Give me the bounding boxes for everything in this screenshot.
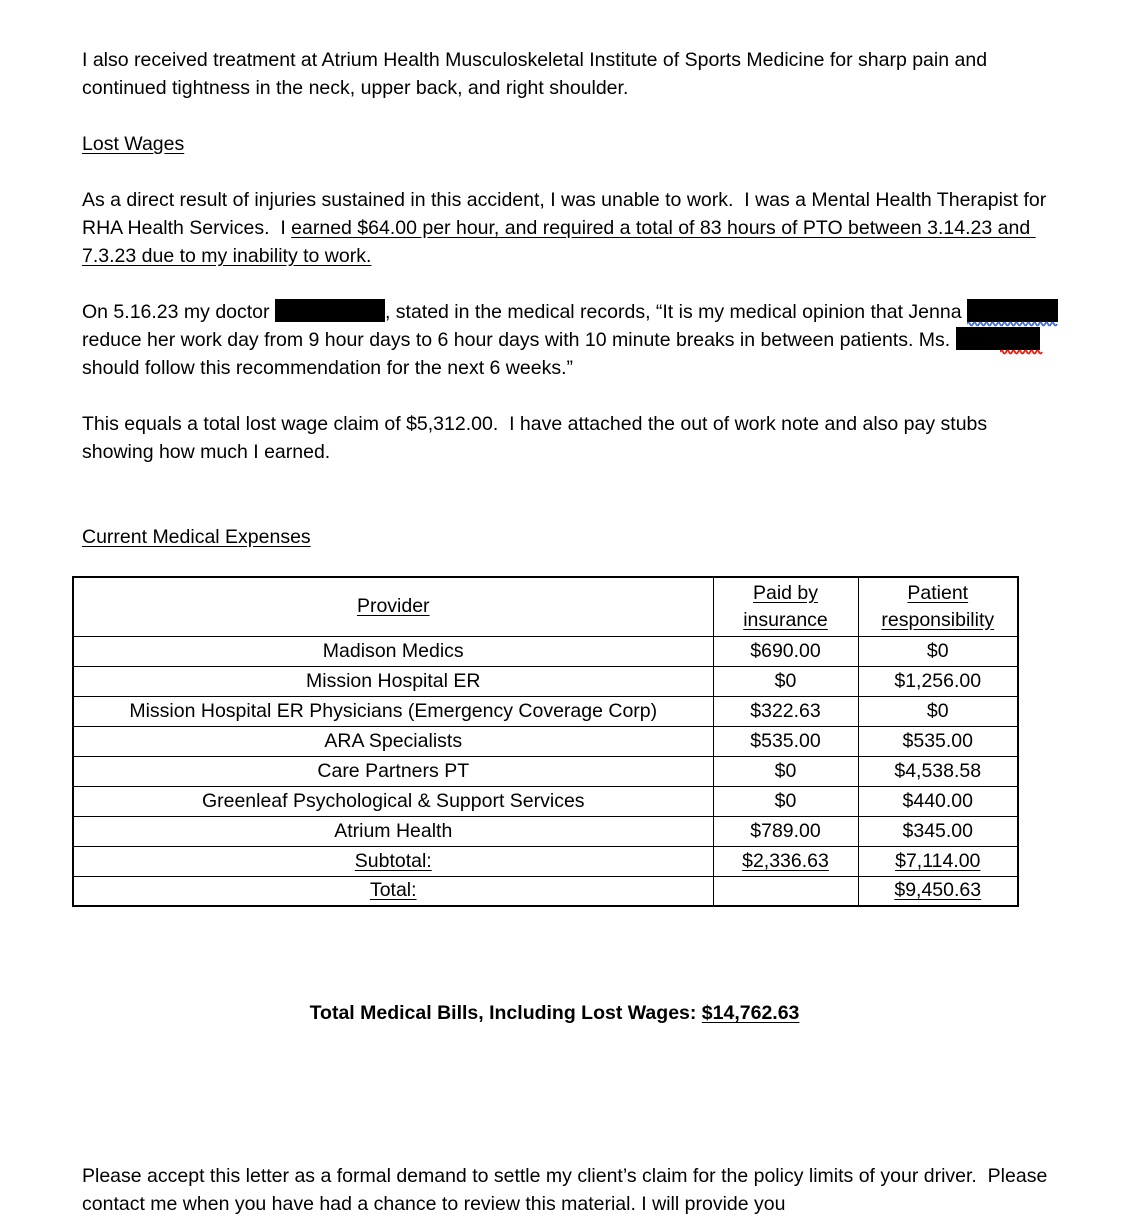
grand-total-amount: $14,762.63 xyxy=(701,1002,800,1024)
table-cell: $0 xyxy=(858,696,1018,726)
table-cell: Atrium Health xyxy=(73,816,713,846)
table-cell: $535.00 xyxy=(858,726,1018,756)
table-cell: Mission Hospital ER xyxy=(73,666,713,696)
intro-paragraph: I also received treatment at Atrium Health Musculoskeletal Institute of Sports Medicine for sharp pain and continued tightness in the neck, upper back, and right shoulder. xyxy=(82,49,993,99)
table-cell: $789.00 xyxy=(713,816,858,846)
patient-lastname-redaction-box xyxy=(967,299,1058,322)
lost-wage-claim-paragraph: This equals a total lost wage claim of $5,312.00. I have attached the out of work note and also pay stubs showing how much I earned. xyxy=(82,413,993,463)
expenses-table-body xyxy=(73,636,1018,846)
subtotal-row xyxy=(73,846,1018,876)
header-paid-by-insurance: Paid by insurance xyxy=(713,577,858,636)
grand-total-line xyxy=(82,999,1027,1027)
table-header-row xyxy=(73,577,1018,636)
table-row xyxy=(73,666,1018,696)
table-row xyxy=(73,726,1018,756)
table-cell: $0 xyxy=(713,756,858,786)
doctor-note-seg3: reduce her work day from 9 hour days to 6 hour days with 10 minute breaks in between patients. Ms. xyxy=(82,301,1064,351)
table-cell: $0 xyxy=(713,666,858,696)
table-cell: Madison Medics xyxy=(73,636,713,666)
table-cell: Greenleaf Psychological & Support Services xyxy=(73,786,713,816)
lost-wages-text: As a direct result of injuries sustained in this accident, I was unable to work. I was a Mental Health Therapist for RHA Health Services. I xyxy=(82,189,1052,239)
total-patient-value: $9,450.63 xyxy=(858,876,1018,906)
table-cell: $322.63 xyxy=(713,696,858,726)
doctor-note-seg1: On 5.16.23 my doctor xyxy=(82,301,275,323)
subtotal-patient-value: $7,114.00 xyxy=(858,846,1018,876)
total-row xyxy=(73,876,1018,906)
header-provider: Provider xyxy=(73,577,713,636)
spellcheck-squiggle-red-icon xyxy=(1000,348,1043,355)
closing-paragraph: Please accept this letter as a formal demand to settle my client’s claim for the policy limits of your driver. Please contact me when you have had a chance to review this material. I will provide you xyxy=(82,1165,1053,1215)
patient-ms-redaction-box xyxy=(956,327,1040,350)
table-cell: $4,538.58 xyxy=(858,756,1018,786)
doctor-note-seg4: should follow this recommendation for the next 6 weeks.” xyxy=(82,329,1046,379)
table-row xyxy=(73,636,1018,666)
table-row xyxy=(73,786,1018,816)
current-medical-expenses-heading: Current Medical Expenses xyxy=(82,526,311,548)
grand-total-label: Total Medical Bills, Including Lost Wages: xyxy=(309,1002,702,1024)
table-cell: $440.00 xyxy=(858,786,1018,816)
table-cell: $535.00 xyxy=(713,726,858,756)
doctor-name-redaction-box xyxy=(275,299,385,322)
table-cell: $1,256.00 xyxy=(858,666,1018,696)
header-patient-responsibility: Patient responsibility xyxy=(858,577,1018,636)
spellcheck-squiggle-blue-icon xyxy=(967,320,1058,327)
lost-wages-paragraph xyxy=(82,186,1062,270)
subtotal-label: Subtotal: xyxy=(73,846,713,876)
lost-wages-underlined-text: earned $64.00 per hour, and required a total of 83 hours of PTO between 3.14.23 and 7.3.23 due to my inability to work. xyxy=(82,217,1036,267)
doctor-note-seg2: , stated in the medical records, “It is my medical opinion that Jenna xyxy=(384,301,967,323)
table-cell: $690.00 xyxy=(713,636,858,666)
subtotal-paid-value: $2,336.63 xyxy=(713,846,858,876)
total-paid-blank-cell xyxy=(713,876,858,906)
total-label: Total: xyxy=(73,876,713,906)
table-cell: Mission Hospital ER Physicians (Emergency Coverage Corp) xyxy=(73,696,713,726)
doctor-note-paragraph xyxy=(82,298,1062,382)
table-cell: $0 xyxy=(713,786,858,816)
table-cell: $0 xyxy=(858,636,1018,666)
lost-wages-heading: Lost Wages xyxy=(82,133,185,155)
table-row xyxy=(73,816,1018,846)
table-cell: $345.00 xyxy=(858,816,1018,846)
table-row xyxy=(73,756,1018,786)
table-cell: ARA Specialists xyxy=(73,726,713,756)
medical-expenses-table xyxy=(72,576,1019,907)
table-row xyxy=(73,696,1018,726)
table-cell: Care Partners PT xyxy=(73,756,713,786)
